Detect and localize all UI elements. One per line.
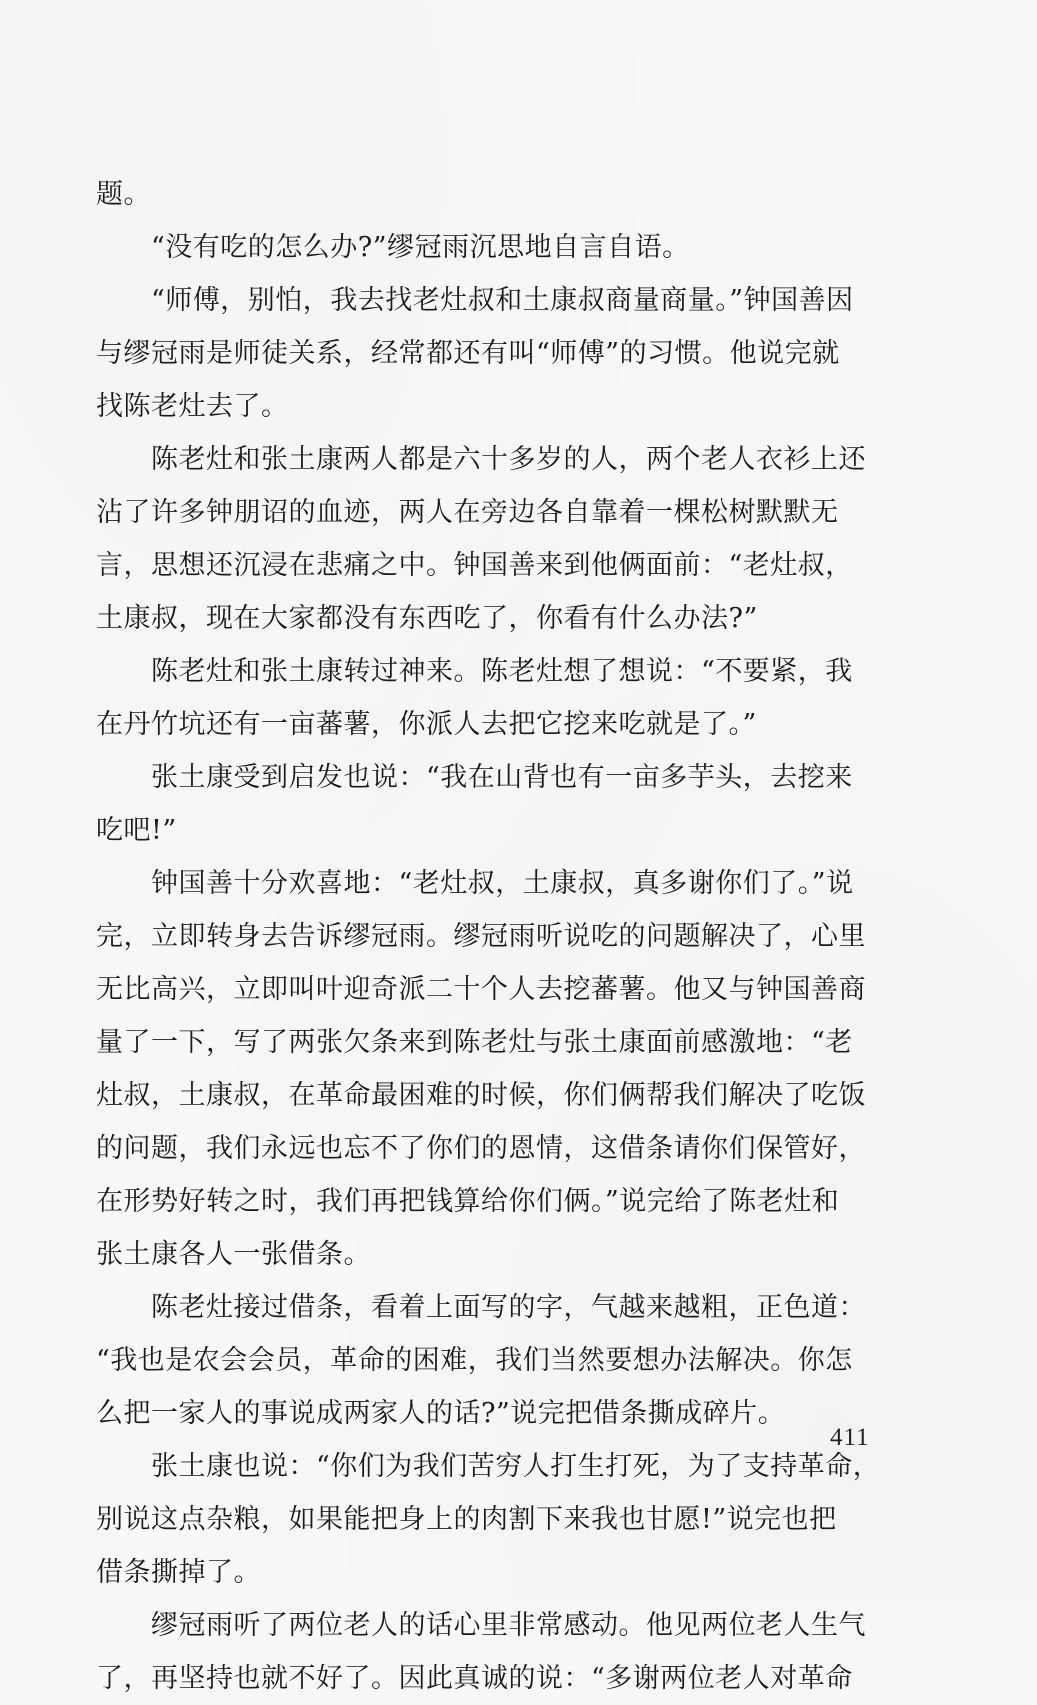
text-line: 言，思想还沉浸在悲痛之中。钟国善来到他俩面前：“老灶叔， (96, 550, 853, 581)
text-line: 陈老灶和张土康两人都是六十多岁的人，两个老人衣衫上还 (151, 444, 866, 475)
text-line: 土康叔，现在大家都没有东西吃了，你看有什么办法?” (96, 603, 758, 634)
text-line: “我也是农会会员，革命的困难，我们当然要想办法解决。你怎 (96, 1345, 853, 1376)
text-line: 题。 (96, 179, 151, 210)
text-line: 别说这点杂粮，如果能把身上的肉割下来我也甘愿!”说完也把 (96, 1504, 837, 1535)
text-line: 借条撕掉了。 (96, 1557, 261, 1588)
text-line: 找陈老灶去了。 (96, 391, 289, 422)
page-number: 411 (830, 1424, 870, 1451)
text-line: 陈老灶和张土康转过神来。陈老灶想了想说：“不要紧，我 (151, 656, 853, 687)
text-line: 钟国善十分欢喜地：“老灶叔，土康叔，真多谢你们了。”说 (151, 868, 854, 899)
text-line: 张土康受到启发也说：“我在山背也有一亩多芋头，去挖来 (151, 762, 853, 793)
text-line: 么把一家人的事说成两家人的话?”说完把借条撕成碎片。 (96, 1398, 786, 1429)
text-line: 无比高兴，立即叫叶迎奇派二十个人去挖蕃薯。他又与钟国善商 (96, 974, 866, 1005)
text-line: 在形势好转之时，我们再把钱算给你们俩。”说完给了陈老灶和 (96, 1186, 840, 1217)
text-line: 了，再坚持也就不好了。因此真诚的说：“多谢两位老人对革命 (96, 1663, 853, 1694)
text-line: “师傅，别怕，我去找老灶叔和土康叔商量商量。”钟国善因 (151, 285, 854, 316)
text-line: 张土康也说：“你们为我们苦穷人打生打死，为了支持革命， (151, 1451, 881, 1482)
text-line: 量了一下，写了两张欠条来到陈老灶与张土康面前感激地：“老 (96, 1027, 853, 1058)
text-line: 缪冠雨听了两位老人的话心里非常感动。他见两位老人生气 (151, 1610, 866, 1641)
text-line: 完，立即转身去告诉缪冠雨。缪冠雨听说吃的问题解决了，心里 (96, 921, 866, 952)
text-line: 沾了许多钟朋诏的血迹，两人在旁边各自靠着一棵松树默默无 (96, 497, 839, 528)
text-line: “没有吃的怎么办?”缪冠雨沉思地自言自语。 (151, 232, 690, 263)
text-line: 张土康各人一张借条。 (96, 1239, 371, 1270)
text-line: 的问题，我们永远也忘不了你们的恩情，这借条请你们保管好， (96, 1133, 866, 1164)
text-line: 陈老灶接过借条，看着上面写的字，气越来越粗，正色道： (151, 1292, 866, 1323)
text-line: 吃吧!” (96, 815, 177, 846)
body-text (96, 168, 896, 1705)
text-line: 灶叔，土康叔，在革命最困难的时候，你们俩帮我们解决了吃饭 (96, 1080, 866, 1111)
text-line: 与缪冠雨是师徒关系，经常都还有叫“师傅”的习惯。他说完就 (96, 338, 840, 369)
text-line: 在丹竹坑还有一亩蕃薯，你派人去把它挖来吃就是了。” (96, 709, 757, 740)
